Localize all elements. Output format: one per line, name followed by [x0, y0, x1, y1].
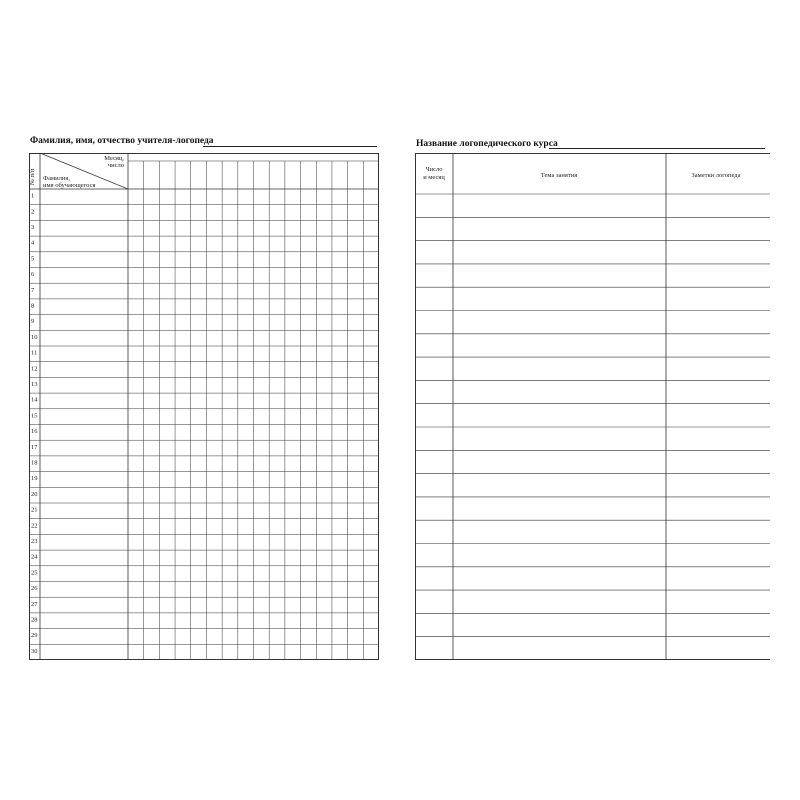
date-column-label-line2: и месяц — [423, 174, 445, 181]
row-number: 14 — [31, 396, 38, 404]
teacher-name-blank-line[interactable] — [203, 146, 377, 147]
row-number: 21 — [31, 506, 38, 514]
row-number: 1 — [31, 192, 35, 200]
row-number: 8 — [31, 302, 35, 310]
lesson-topics-table — [415, 153, 770, 660]
teacher-name-title: Фамилия, имя, отчество учителя-логопеда — [30, 136, 214, 146]
student-label-line2: имя обучающегося — [43, 182, 96, 189]
notes-column-label: Заметки логопеда — [691, 172, 741, 179]
row-number: 10 — [31, 333, 38, 341]
row-number: 19 — [31, 475, 38, 483]
number-column-label: № п/п — [29, 168, 36, 186]
month-label-line1: Месяц, — [104, 155, 124, 162]
attendance-grid — [29, 153, 379, 660]
attendance-header — [29, 153, 128, 189]
row-number: 20 — [31, 490, 38, 498]
month-label-line2: число — [107, 162, 124, 169]
row-number: 11 — [31, 349, 38, 357]
topics-grid-lines — [415, 153, 770, 660]
row-number: 12 — [31, 365, 38, 373]
row-number: 24 — [31, 553, 38, 561]
row-number: 16 — [31, 428, 38, 436]
row-number: 4 — [31, 239, 35, 247]
attendance-border — [30, 154, 379, 660]
row-number: 3 — [31, 224, 35, 232]
row-number: 25 — [31, 569, 38, 577]
row-number: 17 — [31, 443, 38, 451]
row-number: 27 — [31, 600, 38, 608]
row-number: 18 — [31, 459, 38, 467]
date-column-label-line1: Число — [425, 166, 443, 173]
row-number: 9 — [31, 318, 35, 326]
row-number: 22 — [31, 522, 38, 530]
row-number: 15 — [31, 412, 38, 420]
row-number: 26 — [31, 585, 38, 593]
attendance-grid-lines — [29, 153, 379, 660]
row-number: 5 — [31, 255, 35, 263]
row-number: 23 — [31, 538, 38, 546]
topic-column-label: Тема занятия — [540, 172, 578, 179]
row-number: 6 — [31, 271, 35, 279]
course-name-blank-line[interactable] — [549, 148, 765, 149]
topics-header — [423, 166, 740, 181]
student-label-line1: Фамилия, — [43, 175, 70, 182]
row-number: 7 — [31, 286, 35, 294]
course-name-title: Название логопедического курса — [416, 139, 558, 149]
row-number: 29 — [31, 632, 38, 640]
row-number: 28 — [31, 616, 38, 624]
row-number: 13 — [31, 381, 38, 389]
attendance-rows — [29, 193, 379, 655]
row-number: 30 — [31, 647, 38, 655]
row-number: 2 — [31, 208, 35, 216]
